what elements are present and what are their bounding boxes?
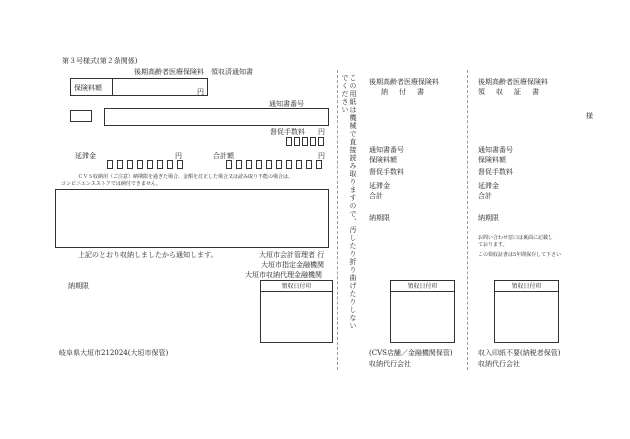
due-date-label: 納期限 <box>68 282 89 290</box>
digit-cell <box>316 160 322 169</box>
reminder-fee-yen: 円 <box>318 128 325 136</box>
notice-number-label: 通知書番号 <box>269 100 304 108</box>
digit-cell <box>318 137 324 146</box>
digit-cell <box>310 137 316 146</box>
receipt-stamp-box-left <box>260 280 333 343</box>
total-label: 合計額 <box>213 152 234 160</box>
late-fee-label: 延滞金 <box>75 152 96 160</box>
digit-cell <box>286 160 292 169</box>
digit-cell <box>147 160 153 169</box>
digit-cell <box>107 160 113 169</box>
middle-total-label: 合計 <box>369 192 383 200</box>
right-title-line2: 領 収 証 書 <box>478 88 541 96</box>
digit-cell <box>302 137 308 146</box>
stamp-label: 領収日付印 <box>511 283 542 290</box>
middle-bottom-line2: 収納代行会社 <box>369 360 411 368</box>
digit-cell <box>266 160 272 169</box>
digit-cell <box>236 160 242 169</box>
digit-cell <box>137 160 143 169</box>
digit-cell <box>276 160 282 169</box>
cvs-note-line2: コンビニエンスストアでは納付できません。 <box>61 181 162 187</box>
digit-cell <box>177 160 183 169</box>
form-number: 第３号様式(第２条関係) <box>62 57 138 65</box>
digit-cell <box>306 160 312 169</box>
premium-label: 保険料額 <box>74 84 102 92</box>
late-fee-yen: 円 <box>175 152 182 160</box>
right-reminder-fee-label: 督促手数料 <box>478 168 513 176</box>
total-yen: 円 <box>318 152 325 160</box>
perforation-line <box>467 70 468 370</box>
premium-yen: 円 <box>197 88 204 96</box>
agent-bank: 大垣市収納代理金融機関 <box>245 271 322 279</box>
retention-note: この領収証書は5年間保存して下さい <box>478 252 562 258</box>
right-bottom-line1: 収入印紙不要(納税者保管) <box>478 349 561 357</box>
digit-cell <box>294 137 300 146</box>
small-code-box <box>70 110 92 122</box>
middle-premium-label: 保険料額 <box>369 156 397 164</box>
premium-divider <box>112 79 113 95</box>
receipt-stamp-box-right <box>494 280 559 343</box>
right-bottom-line2: 収納代行会社 <box>478 360 520 368</box>
middle-title-line2: 納 付 書 <box>381 88 426 96</box>
middle-title-line1: 後期高齢者医療保険料 <box>369 78 439 86</box>
receipt-stamp-box-middle <box>390 280 455 343</box>
honorific: 様 <box>586 112 593 120</box>
form-title: 後期高齢者医療保険料 領収済通知書 <box>134 68 253 76</box>
inquiry-line1: お問い合わせ窓口は裏面に記載し <box>478 235 554 241</box>
inquiry-line2: ております。 <box>478 242 508 248</box>
digit-cell <box>127 160 133 169</box>
digit-cell <box>256 160 262 169</box>
digit-cell <box>296 160 302 169</box>
digit-cell <box>117 160 123 169</box>
middle-late-fee-label: 延滞金 <box>369 182 390 190</box>
cvs-note-line1: ＣＶＳ収納用（ご注意）納期限を過ぎた場合、金額を訂正した場合又は読み取り不能の場合は、 <box>78 174 294 180</box>
middle-reminder-fee-label: 督促手数料 <box>369 168 404 176</box>
digit-cell <box>167 160 173 169</box>
middle-due-date-label: 納期限 <box>369 214 390 222</box>
perforation-line <box>337 70 338 370</box>
handling-note: この用紙は機械で直接読み取りますので、汚したり折り曲げたりしないでください <box>341 74 357 330</box>
notice-number-box <box>104 108 329 126</box>
designated-bank: 大垣市指定金融機関 <box>261 261 324 269</box>
right-late-fee-label: 延滞金 <box>478 182 499 190</box>
treasurer: 大垣市会計管理者 行 <box>259 251 325 259</box>
middle-bottom-line1: (CVS店舗／金融機関保管) <box>369 349 453 357</box>
stamp-label: 領収日付印 <box>407 283 438 290</box>
right-notice-number-label: 通知書番号 <box>478 146 513 154</box>
city-code: 岐阜県大垣市212024(大垣市保管) <box>59 349 169 357</box>
right-title-line1: 後期高齢者医療保険料 <box>478 78 548 86</box>
reminder-fee-label: 督促手数料 <box>270 128 305 136</box>
stamp-label: 領収日付印 <box>281 283 312 290</box>
right-total-label: 合計 <box>478 192 492 200</box>
barcode-area <box>55 189 329 248</box>
digit-cell <box>226 160 232 169</box>
right-due-date-label: 納期限 <box>478 214 499 222</box>
premium-amount-box <box>70 78 208 96</box>
digit-cell <box>286 137 292 146</box>
receipt-notice: 上記のとおり収納しましたから通知します。 <box>78 251 218 259</box>
right-premium-label: 保険料額 <box>478 156 506 164</box>
digit-cell <box>246 160 252 169</box>
digit-cell <box>157 160 163 169</box>
middle-notice-number-label: 通知書番号 <box>369 146 404 154</box>
